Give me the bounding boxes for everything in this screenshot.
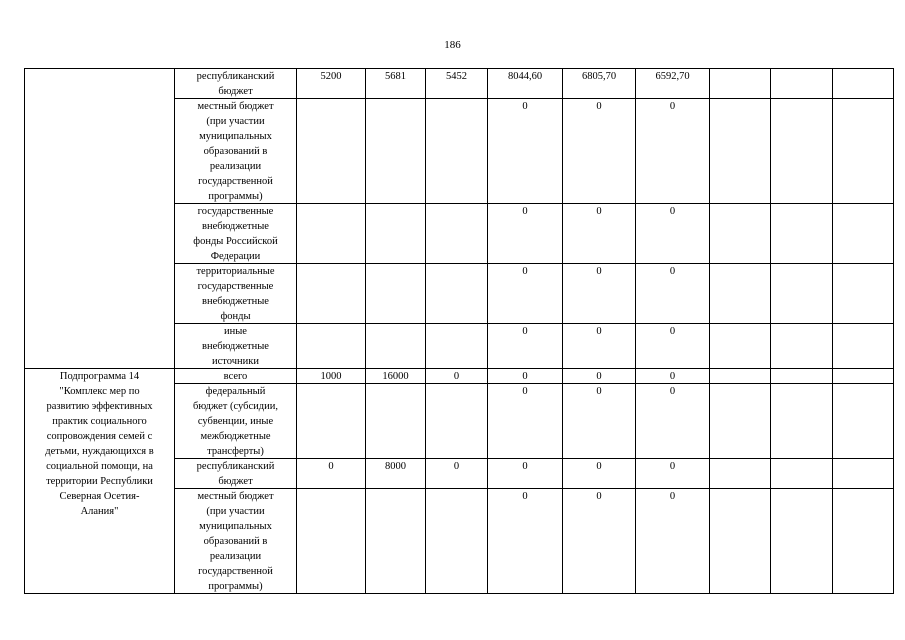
value-cell: 0 [635,98,709,203]
value-cell [770,383,832,458]
value-cell [832,488,894,594]
value-cell [709,68,770,98]
value-cell: 0 [562,263,635,323]
value-cell: 1000 [296,368,365,383]
value-cell [709,458,770,488]
value-cell: 6592,70 [635,68,709,98]
value-cell: 0 [487,383,562,458]
funding-source-cell: территориальные государственные внебюджетные фонды [174,263,296,323]
value-cell: 0 [635,383,709,458]
value-cell [709,383,770,458]
value-cell: 0 [635,458,709,488]
value-cell: 0 [562,488,635,594]
value-cell: 0 [562,98,635,203]
funding-source-cell: иные внебюджетные источники [174,323,296,368]
value-cell [425,263,487,323]
value-cell: 5681 [365,68,425,98]
value-cell: 0 [487,368,562,383]
funding-source-cell: всего [174,368,296,383]
funding-source-cell: республиканский бюджет [174,458,296,488]
value-cell [296,98,365,203]
value-cell: 16000 [365,368,425,383]
value-cell: 0 [562,203,635,263]
page-number: 186 [444,39,461,51]
value-cell [770,488,832,594]
program-cell: Подпрограмма 14 "Комплекс мер по развитию эффективных практик социального сопровождения семей с детьми, нуждающихся в социальной помощи, на территории Республики Северная Осетия- Алания" [24,368,174,594]
value-cell [296,383,365,458]
funding-source-cell: республиканский бюджет [174,68,296,98]
value-cell [365,203,425,263]
value-cell [425,203,487,263]
value-cell [832,368,894,383]
funding-source-cell: местный бюджет (при участии муниципальных образований в реализации государственной программы) [174,488,296,594]
value-cell: 0 [487,323,562,368]
value-cell: 0 [635,203,709,263]
value-cell: 0 [425,458,487,488]
value-cell [832,203,894,263]
value-cell [296,323,365,368]
value-cell: 0 [562,368,635,383]
value-cell: 0 [562,323,635,368]
value-cell [296,203,365,263]
value-cell: 0 [487,203,562,263]
value-cell [296,263,365,323]
value-cell [365,488,425,594]
value-cell [770,98,832,203]
value-cell: 5452 [425,68,487,98]
program-cell-blank [24,68,174,368]
value-cell: 0 [562,458,635,488]
value-cell [365,383,425,458]
value-cell [832,68,894,98]
value-cell [770,68,832,98]
value-cell [296,488,365,594]
funding-source-cell: федеральный бюджет (субсидии, субвенции, иные межбюджетные трансферты) [174,383,296,458]
value-cell [709,323,770,368]
funding-source-cell: местный бюджет (при участии муниципальных образований в реализации государственной программы) [174,98,296,203]
value-cell [425,323,487,368]
value-cell: 0 [635,488,709,594]
value-cell: 0 [635,368,709,383]
value-cell [425,383,487,458]
value-cell: 0 [296,458,365,488]
value-cell: 0 [487,263,562,323]
value-cell: 0 [562,383,635,458]
value-cell: 6805,70 [562,68,635,98]
value-cell [770,203,832,263]
value-cell [770,458,832,488]
value-cell [425,98,487,203]
funding-source-cell: государственные внебюджетные фонды Российской Федерации [174,203,296,263]
value-cell [709,488,770,594]
value-cell: 0 [635,263,709,323]
value-cell [832,323,894,368]
value-cell [709,368,770,383]
value-cell: 0 [487,98,562,203]
value-cell [832,263,894,323]
value-cell [832,383,894,458]
value-cell: 0 [487,458,562,488]
value-cell: 8044,60 [487,68,562,98]
value-cell [709,203,770,263]
budget-table [24,68,894,594]
value-cell: 8000 [365,458,425,488]
value-cell [425,488,487,594]
value-cell [709,98,770,203]
value-cell [365,323,425,368]
value-cell: 0 [487,488,562,594]
value-cell [365,98,425,203]
value-cell [832,98,894,203]
value-cell [770,263,832,323]
value-cell [365,263,425,323]
value-cell: 5200 [296,68,365,98]
value-cell [709,263,770,323]
value-cell: 0 [635,323,709,368]
value-cell [770,368,832,383]
value-cell [832,458,894,488]
value-cell: 0 [425,368,487,383]
value-cell [770,323,832,368]
